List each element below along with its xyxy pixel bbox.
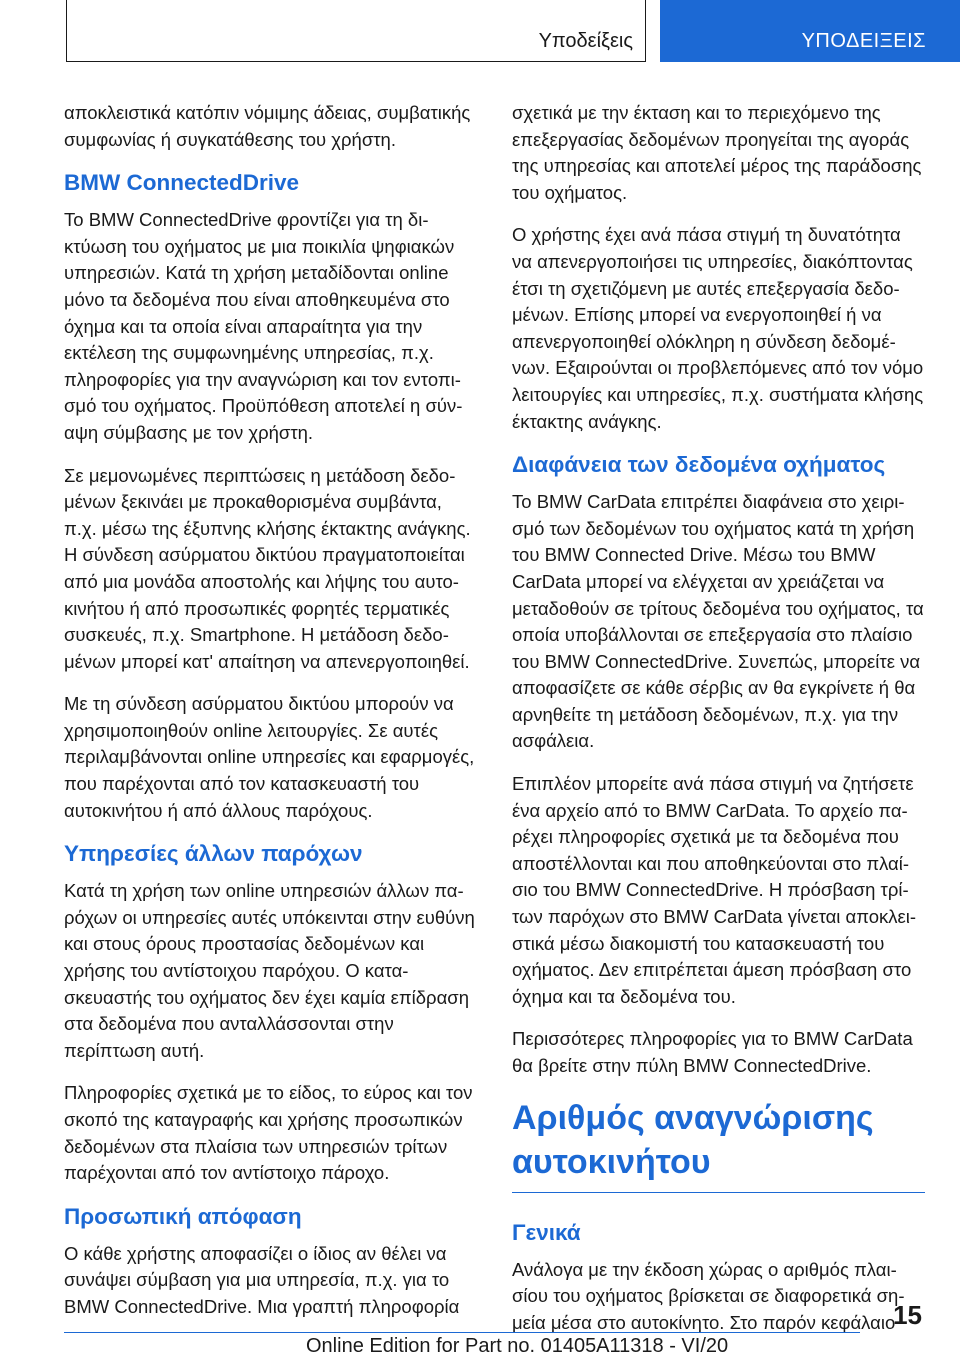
heading-connected-drive: BMW ConnectedDrive bbox=[64, 170, 300, 196]
paragraph: Το BMW CarData επιτρέπει διαφάνεια στο χειρισμό των δεδομένων του οχήματος κατά τη χρήση του BMW Connected Drive. Μέσω του BMW CarData μπορεί να ελέγχεται αν χρειάζεται να μεταδοθούν σε τρίτους δεδομένα του οχήματος, τα οποία υποβάλλονται σε επεξεργασία στο πλαίσιο του BMW ConnectedDrive. Συνεπώς, μπορείτε να αποφασίζετε σε κάθε σέρβις αν θα εγκρίνετε ή θα αρνηθείτε τη μετάδοση δεδομένων, π.χ. για την ασφάλεια. bbox=[512, 491, 924, 752]
paragraph: Με τη σύνδεση ασύρματου δικτύου μπορούν να χρησιμοποιηθούν online λειτουργίες. Σε αυτές περιλαμβάνονται online υπηρεσίες και εφαρμογές, που παρέχονται από τον κατασκευαστή του αυτοκινήτου ή από άλλους παρόχους. bbox=[64, 693, 475, 821]
footer-edition-text: Online Edition for Part no. 01405A11318 - VI/20 bbox=[306, 1335, 729, 1357]
heading-data-transparency: Διαφάνεια των δεδομένα οχήματος bbox=[512, 452, 886, 478]
header-section-tab bbox=[66, 0, 646, 62]
header-section-label: Υποδείξεις bbox=[538, 30, 633, 52]
page-number: 15 bbox=[893, 1300, 922, 1330]
paragraph: Επιπλέον μπορείτε ανά πάσα στιγμή να ζητήσετε ένα αρχείο από το BMW CarData. Το αρχείο παρέχει πληροφορίες σχετικά με τα δεδομένα που αποστέλλονται και που αποθηκεύονται στο πλαίσιο του BMW ConnectedDrive. Η πρόσβαση τρίτων παρόχων στο BMW CarData γίνεται αποκλειστικά μέσω διακομιστή του κατασκευαστή του οχήματος. Δεν επιτρέπεται άμεση πρόσβαση στο όχημα και τα δεδομένα του. bbox=[512, 773, 917, 1007]
paragraph: Ανάλογα με την έκδοση χώρας ο αριθμός πλαισίου του οχήματος βρίσκεται σε διαφορετικά σημεία μέσα στο αυτοκίνητο. Στο παρόν κεφάλαιο bbox=[512, 1258, 905, 1333]
paragraph: Κατά τη χρήση των online υπηρεσιών άλλων παρόχων οι υπηρεσίες αυτές υπόκεινται στην ευθύνη και στους όρους προστασίας δεδομένων και χρήσης του αντίστοιχου παρόχου. Ο κατασκευαστής του οχήματος δεν έχει καμία επίδραση στα δεδομένα που ανταλλάσσονται στην περίπτωση αυτή. bbox=[64, 880, 475, 1061]
heading-vehicle-id-number: Αριθμός αναγνώρισης αυτοκινήτου bbox=[512, 1096, 925, 1193]
right-column bbox=[512, 100, 925, 1352]
paragraph: αποκλειστικά κατόπιν νόμιμης άδειας, συμβατικής συμφωνίας ή συγκατάθεσης του χρήστη. bbox=[64, 102, 471, 150]
paragraph: Ο κάθε χρήστης αποφασίζει ο ίδιος αν θέλει να συνάψει σύμβαση για μια υπηρεσία, π.χ. για το BMW ConnectedDrive. Μια γραπτή πληροφορία bbox=[64, 1242, 460, 1317]
paragraph: Περισσότερες πληροφορίες για το BMW CarData θα βρείτε στην πύλη BMW ConnectedDrive. bbox=[512, 1028, 913, 1076]
paragraph: Ο χρήστης έχει ανά πάσα στιγμή τη δυνατότητα να απενεργοποιήσει τις υπηρεσίες, διακόπτοντας έτσι τη σχετιζόμενη με αυτές επεξεργασία δεδομένων. Επίσης μπορεί να ενεργοποιηθεί ή να απενεργοποιηθεί ολόκληρη η σύνδεση δεδομένων. Εξαιρούνται οι προβλεπόμενες από τον νόμο λειτουργίες και υπηρεσίες, π.χ. συστήματα κλήσης έκτακτης ανάγκης. bbox=[512, 224, 924, 432]
paragraph: σχετικά με την έκταση και το περιεχόμενο της επεξεργασίας δεδομένων προηγείται της αγοράς της υπηρεσίας και αποτελεί μέρος της παράδοσης του οχήματος. bbox=[512, 102, 922, 203]
heading-general: Γενικά bbox=[512, 1219, 581, 1245]
left-column bbox=[64, 100, 477, 1337]
header-chapter-label: ΥΠΟΔΕΙΞΕΙΣ bbox=[801, 30, 926, 52]
heading-personal-decision: Προσωπική απόφαση bbox=[64, 1203, 302, 1229]
paragraph: Σε μεμονωμένες περιπτώσεις η μετάδοση δεδομένων ξεκινάει με προκαθορισμένα συμβάντα, π.χ. μέσω της έξυπνης κλήσης έκτακτης ανάγκης. Η σύνδεση ασύρματου δικτύου πραγματοποιείται από μια μονάδα αποστολής και λήψης του αυτοκινήτου ή από προσωπικές φορητές τερματικές συσκευές, π.χ. Smartphone. Η μετάδοση δεδομένων μπορεί κατ' απαίτηση να απενεργοποιηθεί. bbox=[64, 464, 471, 672]
footer-divider bbox=[64, 1332, 860, 1333]
paragraph: Πληροφορίες σχετικά με το είδος, το εύρος και τον σκοπό της καταγραφής και χρήσης προσωπικών δεδομένων στα πλαίσια των υπηρεσιών τρίτων παρέχονται από τον αντίστοιχο πάροχο. bbox=[64, 1082, 473, 1184]
header-chapter-tab bbox=[660, 0, 960, 62]
heading-other-providers: Υπηρεσίες άλλων παρόχων bbox=[64, 841, 363, 867]
paragraph: Το BMW ConnectedDrive φροντίζει για τη δικτύωση του οχήματος με μια ποικιλία ψηφιακών υπηρεσιών. Κατά τη χρήση μεταδίδονται online μόνο τα δεδομένα που είναι αποθηκευμένα στο όχημα και τα οποία είναι απαραίτητα για την εκτέλεση της συμφωνημένης υπηρεσίας, π.χ. πληροφορίες για την αναγνώριση και τον εντοπισμό του οχήματος. Προϋπόθεση αποτελεί η σύναψη σύμβασης με τον χρήστη. bbox=[64, 209, 463, 443]
